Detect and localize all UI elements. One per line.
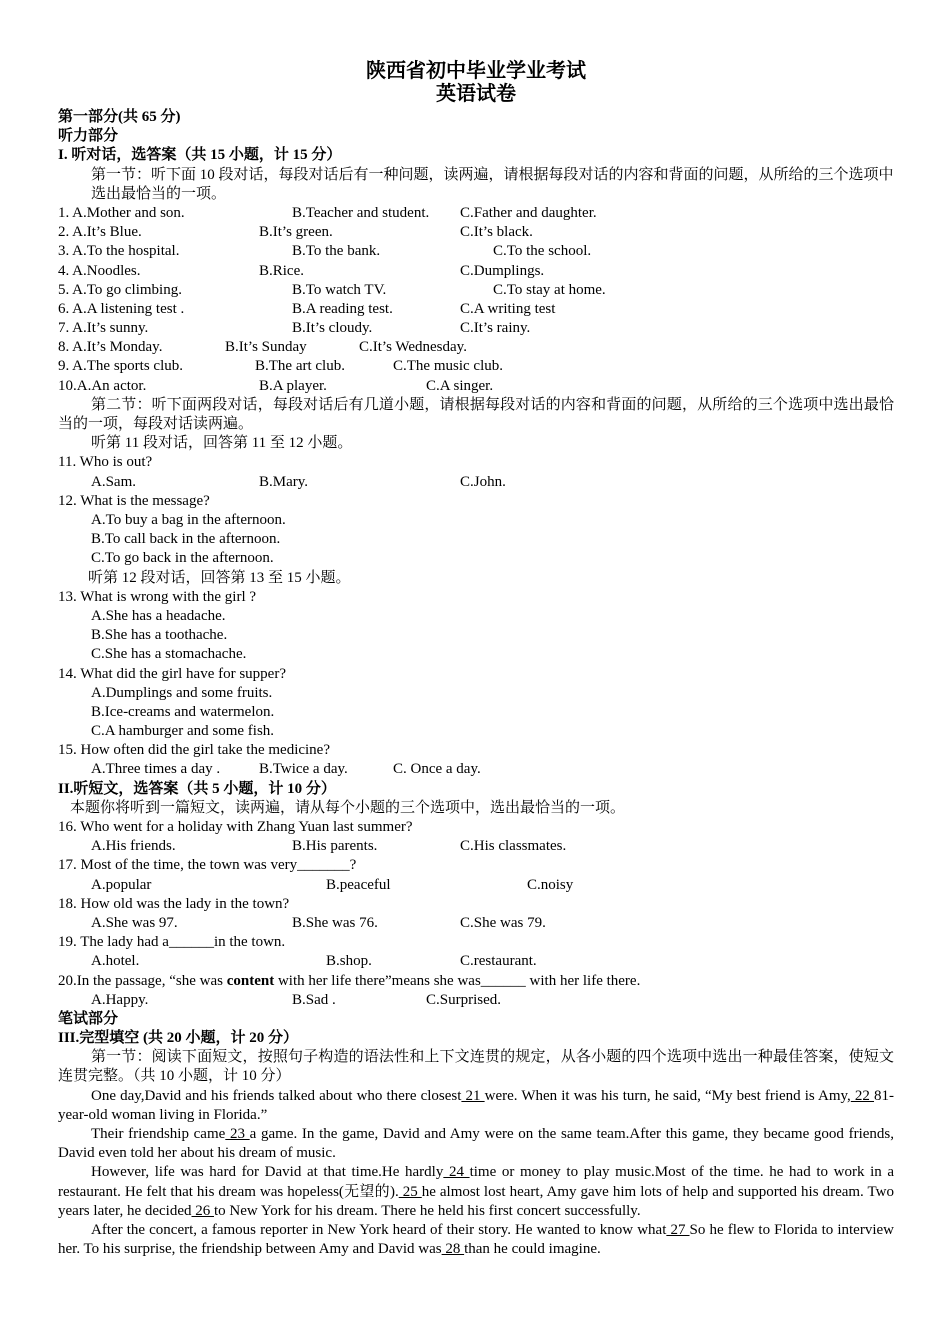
passage-paragraph-4 [58,1221,894,1259]
passage-text: After the concert, a famous reporter in New York heard of their story. He wanted to know what [91,1222,667,1239]
question-20-post: with her life there”means she was______ with her life there. [274,972,641,989]
question-5 [58,281,894,300]
option-c: C.It’s black. [460,224,533,241]
option-a: A.popular [91,876,152,893]
option-a: 10.A.An actor. [58,377,147,394]
part1-heading: 第一部分(共 65 分) [58,109,181,125]
option-b: B.Sad . [292,991,336,1008]
section1-heading: I. 听对话，选答案（共 15 小题，计 15 分） [58,147,342,164]
option-b: B.Mary. [259,473,309,490]
option-a: A.Sam. [91,473,136,490]
question-15: 15. How often did the girl take the medicine? [58,742,330,759]
section2-intro: 本题你将听到一篇短文，读两遍，请从每个小题的三个选项中，选出最恰当的一项。 [70,799,626,816]
question-20-options [58,991,894,1010]
question-7 [58,319,894,338]
option-c: C.noisy [527,876,574,893]
option-c: C.John. [460,473,506,490]
option-b: B.peaceful [326,876,391,893]
question-19: 19. The lady had a______in the town. [58,934,286,951]
listening-heading: 听力部分 [58,128,119,145]
question-15-options [58,760,894,779]
passage-text: So he flew to Florida to interview her. To his surprise, the friendship between Amy and David was [58,1222,894,1258]
option-a: 3. A.To the hospital. [58,243,180,260]
option-b: B.Twice a day. [259,761,348,778]
option-a: A.Happy. [91,991,149,1008]
option-a: 1. A.Mother and son. [58,204,185,221]
blank-27: 27 [666,1222,690,1239]
question-18-options [58,914,894,933]
option-c: C.It’s rainy. [460,320,531,337]
blank-25: 25 [398,1183,422,1200]
blank-23: 23 [225,1126,250,1143]
option-b: B.shop. [326,953,372,970]
question-17-options [58,876,894,895]
passage-text: he almost lost heart, Amy gave him lots of help and supported his dream. Two years later, he decided [58,1183,894,1219]
passage-text: a game. In the game, David and Amy were on the same team.After this game, they became good friends, David even told her about his dream of music. [58,1126,895,1162]
blank-22: 22 [850,1087,875,1104]
passage-text: than he could imagine. [464,1241,601,1258]
option-a: 2. A.It’s Blue. [58,224,142,241]
option-b: B.His parents. [292,838,378,855]
question-11-options [58,473,894,492]
question-16: 16. Who went for a holiday with Zhang Yuan last summer? [58,819,413,835]
option-c: C. Once a day. [393,761,481,778]
option-b: B.A reading test. [292,300,393,317]
option-c: C.restaurant. [460,953,537,970]
option-a: A.She has a headache. [91,607,226,624]
question-1 [58,204,894,223]
option-a: A.His friends. [91,838,176,855]
option-b: B.It’s green. [259,224,333,241]
option-c: C.Father and daughter. [460,204,597,221]
option-c: C.His classmates. [460,838,567,855]
option-a: 8. A.It’s Monday. [58,339,163,356]
option-c: C.To the school. [493,243,592,260]
question-20-pre: 20.In the passage, “she was [58,972,227,989]
question-20 [58,972,894,991]
option-c: C.Surprised. [426,991,501,1008]
section3-heading: III.完型填空 (共 20 小题，计 20 分） [58,1030,299,1047]
option-b: B.Rice. [259,262,304,279]
section1-part2-intro: 第二节：听下面两段对话，每段对话后有几道小题，请根据每段对话的内容和背面的问题，从所给的三个选项中选出最恰当的一项，每段对话读两遍。 [58,396,894,433]
option-c: C.She was 79. [460,914,546,931]
option-b: B.The art club. [255,358,345,375]
option-a: A.She was 97. [91,914,178,931]
option-a: 6. A.A listening test . [58,300,185,317]
section2-heading: II.听短文，选答案（共 5 小题，计 10 分） [58,780,336,797]
question-11: 11. Who is out? [58,454,153,471]
option-b: B.Ice-creams and watermelon. [91,703,275,720]
option-a: A.To buy a bag in the afternoon. [91,512,286,528]
passage-text: One day,David and his friends talked about who there closest [91,1087,462,1104]
option-b: B.She has a toothache. [91,627,228,644]
question-8 [58,338,894,357]
option-a: A.hotel. [91,953,140,970]
question-3 [58,242,894,261]
question-19-options [58,952,894,971]
option-c: C.She has a stomachache. [91,646,247,663]
question-17: 17. Most of the time, the town was very_______? [58,857,357,874]
exam-page [58,60,894,1259]
blank-28: 28 [441,1241,465,1258]
section1-intro: 第一节：听下面 10 段对话，每段对话后有一种问题，读两遍，请根据每段对话的内容和背面的问题，从所给的三个选项中选出最恰当的一项。 [91,166,894,202]
option-a: A.Three times a day . [91,761,221,778]
option-a: 9. A.The sports club. [58,358,183,375]
exam-subtitle: 英语试卷 [436,83,516,105]
option-b: B.To the bank. [292,243,381,260]
dialog-12-instruction: 听第 12 段对话，回答第 13 至 15 小题。 [88,569,351,586]
written-heading: 笔试部分 [58,1010,119,1027]
option-b: B.Teacher and student. [292,204,430,221]
option-b: B.A player. [259,377,327,394]
option-c: C.To go back in the afternoon. [91,550,274,567]
passage-text: However, life was hard for David at that time.He hardly [91,1164,444,1181]
passage-paragraph-3 [58,1163,894,1221]
option-c: C.It’s Wednesday. [359,339,467,356]
option-a: A.Dumplings and some fruits. [91,684,273,701]
option-b: B.It’s Sunday [225,339,307,356]
option-c: C.To stay at home. [493,281,606,298]
passage-paragraph-1 [58,1087,894,1125]
option-c: C.A writing test [460,300,556,317]
passage-paragraph-2 [58,1125,894,1163]
question-13: 13. What is wrong with the girl ? [58,588,257,605]
passage-text: were. When it was his turn, he said, “My best friend is Amy, [484,1087,851,1104]
option-c: C.The music club. [393,358,503,375]
passage-text: Their friendship came [91,1126,226,1143]
passage-text: 81-year-old woman living in Florida.” [58,1087,895,1123]
option-a: 4. A.Noodles. [58,262,141,279]
option-b: B.To call back in the afternoon. [91,531,281,548]
question-12: 12. What is the message? [58,492,210,509]
option-b: B.To watch TV. [292,281,387,298]
option-a: 5. A.To go climbing. [58,281,182,298]
question-10 [58,377,894,396]
question-6 [58,300,894,319]
option-c: C.A singer. [426,377,494,394]
section3-intro: 第一节：阅读下面短文，按照句子构造的语法性和上下文连贯的规定，从各小题的四个选项中选出一种最佳答案，使短文连贯完整。（共 10 小题，计 10 分） [58,1049,894,1085]
option-b: B.It’s cloudy. [292,320,373,337]
option-a: 7. A.It’s sunny. [58,320,149,337]
question-16-options [58,837,894,856]
question-14: 14. What did the girl have for supper? [58,665,286,682]
blank-21: 21 [461,1087,485,1104]
blank-24: 24 [443,1164,470,1181]
question-18: 18. How old was the lady in the town? [58,895,290,912]
question-9 [58,357,894,376]
option-c: C.A hamburger and some fish. [91,723,275,740]
exam-title: 陕西省初中毕业学业考试 [366,60,586,82]
blank-26: 26 [191,1202,214,1219]
option-c: C.Dumplings. [460,262,545,279]
dialog-11-instruction: 听第 11 段对话，回答第 11 至 12 小题。 [91,435,353,452]
question-4 [58,262,894,281]
passage-text: to New York for his dream. There he held his first concert successfully. [214,1202,641,1219]
passage-text: time or money to play music.Most of the time. he had to work in a restaurant. He felt that his dream was hopeless(无望的). [58,1164,895,1200]
question-20-keyword: content [226,972,275,989]
option-b: B.She was 76. [292,914,378,931]
question-2 [58,223,894,242]
